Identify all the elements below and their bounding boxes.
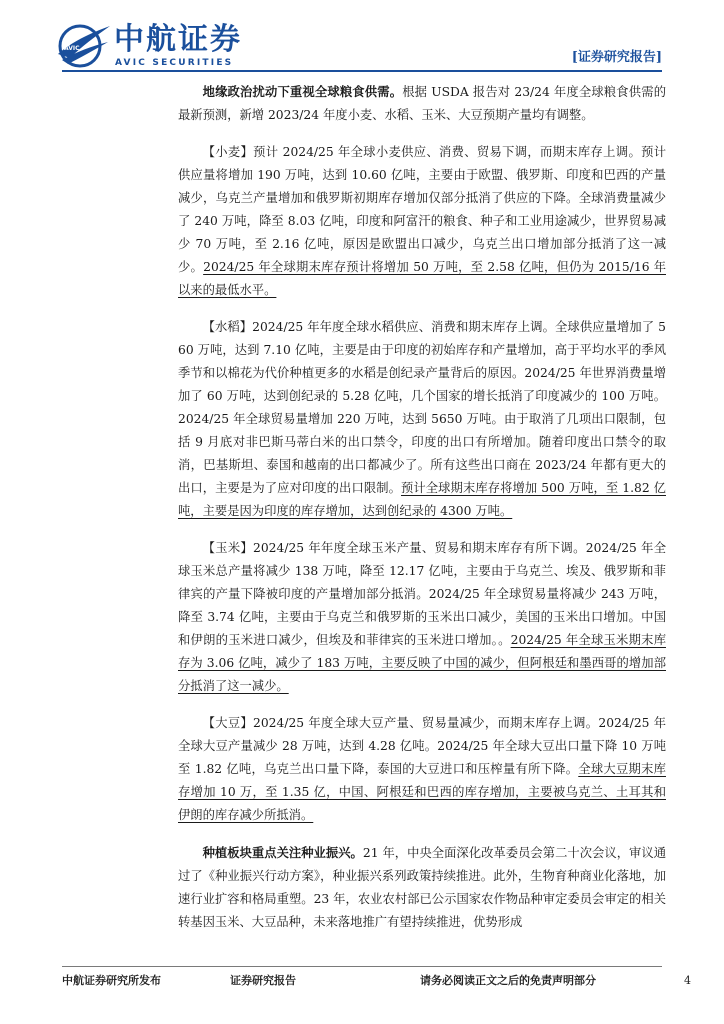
paragraph-rice bbox=[178, 316, 666, 523]
paragraph-seed-industry bbox=[178, 841, 666, 934]
logo-chinese-text: 中航证券 bbox=[114, 22, 242, 57]
paragraph-lead: 地缘政治扰动下重视全球粮食供需。 bbox=[202, 84, 403, 99]
paragraph-body: 根据 USDA 报告对 23/24 年度全球粮食供需的最新预测，新增 2023/24 年度小麦、水稻、玉米、大豆预期产量均有调整。 bbox=[178, 85, 666, 122]
logo-english-text: AVIC SECURITIES bbox=[115, 58, 234, 68]
paragraph-body: 【小麦】预计 2024/25 年全球小麦供应、消费、贸易下调，而期末库存上调。预计供应量将增加 190 万吨，达到 10.60 亿吨，主要由于欧盟、俄罗斯、印度和巴西的产量减少，乌克兰产量增加和俄罗斯初期库存增加仅部分抵消了供应的下降。全球消费量减少了 240 万吨，降至 8.03 亿吨，印度和阿富汗的粮食、种子和工业用途减少，世界贸易减少 70 万吨，至 2.16 亿吨，原因是欧盟出口减少，乌克兰出口增加部分抵消了这一减少。 bbox=[178, 145, 666, 274]
footer-report-type: 证券研究报告 bbox=[230, 974, 296, 987]
paragraph-highlight: 全球大豆期末库存增加 10 万，至 1.35 亿，中国、阿根廷和巴西的库存增加，主要被乌克兰、土耳其和伊朗的库存减少所抵消。 bbox=[178, 762, 666, 822]
paragraph-grain-overview bbox=[178, 80, 666, 127]
paragraph-corn bbox=[178, 537, 666, 698]
paragraph-body: 【大豆】2024/25 年度全球大豆产量、贸易量减少，而期末库存上调。2024/25 年全球大豆产量减少 28 万吨，达到 4.28 亿吨。2024/25 年全球大豆出口量下降 10 万吨至 1.82 亿吨，乌克兰出口量下降，泰国的大豆进口和压榨量有所下降。 bbox=[178, 716, 666, 776]
paragraph-highlight: 预计全球期末库存将增加 500 万吨，至 1.82 亿吨，主要是因为印度的库存增加，达到创纪录的 4300 万吨。 bbox=[178, 481, 666, 518]
paragraph-wheat bbox=[178, 141, 666, 302]
logo-mark-text: AVIC bbox=[64, 45, 80, 52]
page-number: 4 bbox=[684, 974, 691, 987]
paragraph-highlight: 2024/25 年全球玉米期末库存为 3.06 亿吨，减少了 183 万吨，主要反映了中国的减少，但阿根廷和墨西哥的增加部分抵消了这一减少。 bbox=[178, 633, 666, 693]
paragraph-body: 【玉米】2024/25 年年度全球玉米产量、贸易和期末库存有所下调。2024/25 年全球玉米总产量将减少 138 万吨，降至 12.17 亿吨，主要由于乌克兰、埃及、俄罗斯和菲律宾的产量下降被印度的产量增加部分抵消。2024/25 年全球贸易量将减少 243 万吨，降至 3.74 亿吨，主要由于乌克兰和俄罗斯的玉米出口减少，美国的玉米出口增加。中国和伊朗的玉米进口减少，但埃及和菲律宾的玉米进口增加。。 bbox=[178, 541, 666, 647]
company-logo bbox=[52, 20, 262, 70]
paragraph-highlight: 2024/25 年全球期末库存预计将增加 50 万吨，至 2.58 亿吨，但仍为 2015/16 年以来的最低水平。 bbox=[178, 260, 666, 297]
footer-divider bbox=[62, 966, 662, 967]
paragraph-lead: 种植板块重点关注种业振兴。 bbox=[202, 845, 363, 860]
report-type-tag: [证券研究报告] bbox=[571, 50, 662, 65]
footer-publisher: 中航证券研究所发布 bbox=[62, 974, 161, 987]
paragraph-body: 【水稻】2024/25 年年度全球水稻供应、消费和期末库存上调。全球供应量增加了 560 万吨，达到 7.10 亿吨，主要是由于印度的初始库存和产量增加，高于平均水平的季风季节和以棉花为代价种植更多的水稻是创纪录产量背后的原因。2024/25 年世界消费量增加了 60 万吨，达到创纪录的 5.28 亿吨，几个国家的增长抵消了印度减少的 100 万吨。2024/25 年全球贸易量增加 220 万吨，达到 5650 万吨。由于取消了几项出口限制，包括 9 月底对非巴斯马蒂白米的出口禁令，印度的出口有所增加。随着印度出口禁令的取消，巴基斯坦、泰国和越南的出口都减少了。所有这些出口商在 2023/24 年都有更大的出口，主要是为了应对印度的出口限制。 bbox=[178, 320, 666, 495]
main-content bbox=[178, 80, 666, 948]
footer-disclaimer: 请务必阅读正文之后的免责声明部分 bbox=[420, 974, 596, 987]
paragraph-soybean bbox=[178, 712, 666, 827]
aircraft-wing-icon bbox=[52, 20, 112, 70]
paragraph-body: 21 年，中央全面深化改革委员会第二十次会议，审议通过了《种业振兴行动方案》，种业振兴系列政策持续推进。此外，生物育种商业化落地，加速行业扩容和格局重塑。23 年，农业农村部已公示国家农作物品种审定委员会审定的相关转基因玉米、大豆品种，未来落地推广有望持续推进，优势形成 bbox=[178, 846, 666, 929]
header-divider bbox=[62, 70, 662, 72]
